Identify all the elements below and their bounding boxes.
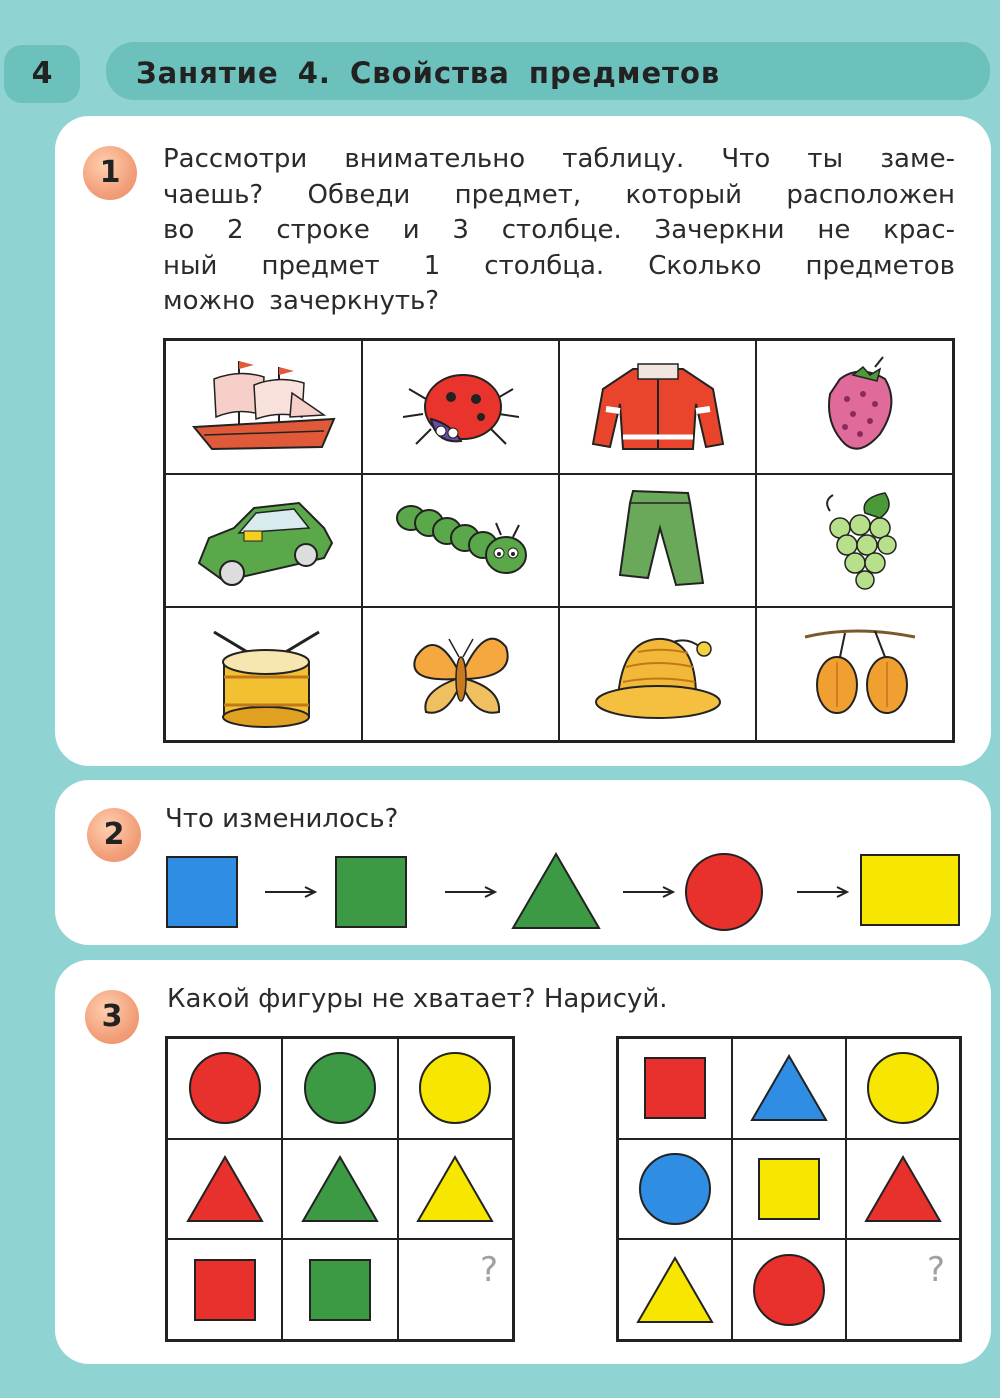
- task1-number-badge: 1: [83, 146, 137, 200]
- strawberry-icon: [775, 349, 935, 464]
- task3-number-badge: 3: [85, 990, 139, 1044]
- table-cell-gooseberry[interactable]: [756, 607, 953, 741]
- task3-panel: [55, 960, 991, 1364]
- red-triangle-shape: [863, 1154, 943, 1224]
- grid-cell: [846, 1139, 960, 1240]
- task1-line: во 2 строке и 3 столбце. Зачеркни не крас-: [163, 215, 955, 245]
- grid-cell: [732, 1139, 846, 1240]
- objects-table: [163, 338, 955, 743]
- table-cell-strawberry[interactable]: [756, 340, 953, 474]
- green-square-shape: [335, 856, 407, 928]
- arrow-right-icon: [795, 884, 850, 900]
- green-triangle-shape: [511, 852, 601, 930]
- grid-cell: [618, 1038, 732, 1139]
- grid-cell: [282, 1239, 397, 1340]
- left-shapes-grid: [165, 1036, 515, 1342]
- task2-number-badge: 2: [87, 808, 141, 862]
- caterpillar-icon: [381, 483, 541, 598]
- table-cell-ladybug[interactable]: [362, 340, 559, 474]
- red-square-shape: [193, 1258, 257, 1322]
- task1-line: ный предмет 1 столбца. Сколько предметов: [163, 250, 955, 281]
- missing-shape-cell[interactable]: [398, 1239, 513, 1340]
- jacket-icon: [578, 349, 738, 464]
- grid-cell: [618, 1139, 732, 1240]
- table-cell-car[interactable]: [165, 474, 362, 608]
- red-circle-shape: [187, 1050, 263, 1126]
- table-cell-ship[interactable]: [165, 340, 362, 474]
- grid-cell: [732, 1239, 846, 1340]
- yellow-circle-shape: [417, 1050, 493, 1126]
- question-mark: ?: [479, 1250, 498, 1291]
- task1-line: Рассмотри внимательно таблицу. Что ты заме-: [163, 144, 955, 174]
- grid-cell: [398, 1038, 513, 1139]
- table-cell-drum[interactable]: [165, 607, 362, 741]
- task2-panel: [55, 780, 991, 945]
- grid-cell: [732, 1038, 846, 1139]
- grid-cell: [282, 1139, 397, 1240]
- yellow-triangle-shape: [635, 1255, 715, 1325]
- red-circle-shape: [751, 1252, 827, 1328]
- trousers-icon: [578, 483, 738, 598]
- task1-line: можно зачеркнуть?: [163, 286, 440, 316]
- shape-sequence: [163, 852, 963, 932]
- arrow-right-icon: [443, 884, 498, 900]
- yellow-square-shape: [757, 1157, 821, 1221]
- gooseberry-icon: [775, 617, 935, 732]
- grid-cell: [167, 1139, 282, 1240]
- hat-icon: [578, 617, 738, 732]
- grid-cell: [167, 1038, 282, 1139]
- yellow-circle-shape: [865, 1050, 941, 1126]
- arrow-right-icon: [621, 884, 676, 900]
- red-triangle-shape: [185, 1154, 265, 1224]
- car-icon: [184, 483, 344, 598]
- table-cell-hat[interactable]: [559, 607, 756, 741]
- yellow-triangle-shape: [415, 1154, 495, 1224]
- task1-text: [163, 142, 955, 320]
- lesson-title: Занятие 4. Свойства предметов: [136, 56, 721, 90]
- missing-shape-cell[interactable]: [846, 1239, 960, 1340]
- green-circle-shape: [302, 1050, 378, 1126]
- grid-cell: [167, 1239, 282, 1340]
- task1-line: чаешь? Обведи предмет, который расположен: [163, 179, 955, 210]
- grid-cell: [846, 1038, 960, 1139]
- table-cell-jacket[interactable]: [559, 340, 756, 474]
- question-mark: ?: [926, 1250, 945, 1291]
- yellow-rectangle-shape: [860, 854, 960, 926]
- butterfly-icon: [381, 617, 541, 732]
- task3-question: Какой фигуры не хватает? Нарисуй.: [167, 984, 668, 1014]
- ship-icon: [184, 349, 344, 464]
- table-cell-grapes[interactable]: [756, 474, 953, 608]
- drum-icon: [184, 617, 344, 732]
- task1-panel: [55, 116, 991, 766]
- grid-cell: [398, 1139, 513, 1240]
- table-cell-caterpillar[interactable]: [362, 474, 559, 608]
- grapes-icon: [775, 483, 935, 598]
- red-circle-shape: [683, 852, 765, 932]
- grid-cell: [282, 1038, 397, 1139]
- blue-circle-shape: [637, 1151, 713, 1227]
- blue-square-shape: [166, 856, 238, 928]
- red-square-shape: [643, 1056, 707, 1120]
- table-cell-butterfly[interactable]: [362, 607, 559, 741]
- grid-cell: [618, 1239, 732, 1340]
- blue-triangle-shape: [749, 1053, 829, 1123]
- task2-question: Что изменилось?: [165, 804, 399, 834]
- right-shapes-grid: [616, 1036, 962, 1342]
- arrow-right-icon: [263, 884, 318, 900]
- table-cell-trousers[interactable]: [559, 474, 756, 608]
- green-square-shape: [308, 1258, 372, 1322]
- ladybug-icon: [381, 349, 541, 464]
- green-triangle-shape: [300, 1154, 380, 1224]
- page-number: 4: [4, 45, 80, 103]
- lesson-header: [106, 42, 990, 100]
